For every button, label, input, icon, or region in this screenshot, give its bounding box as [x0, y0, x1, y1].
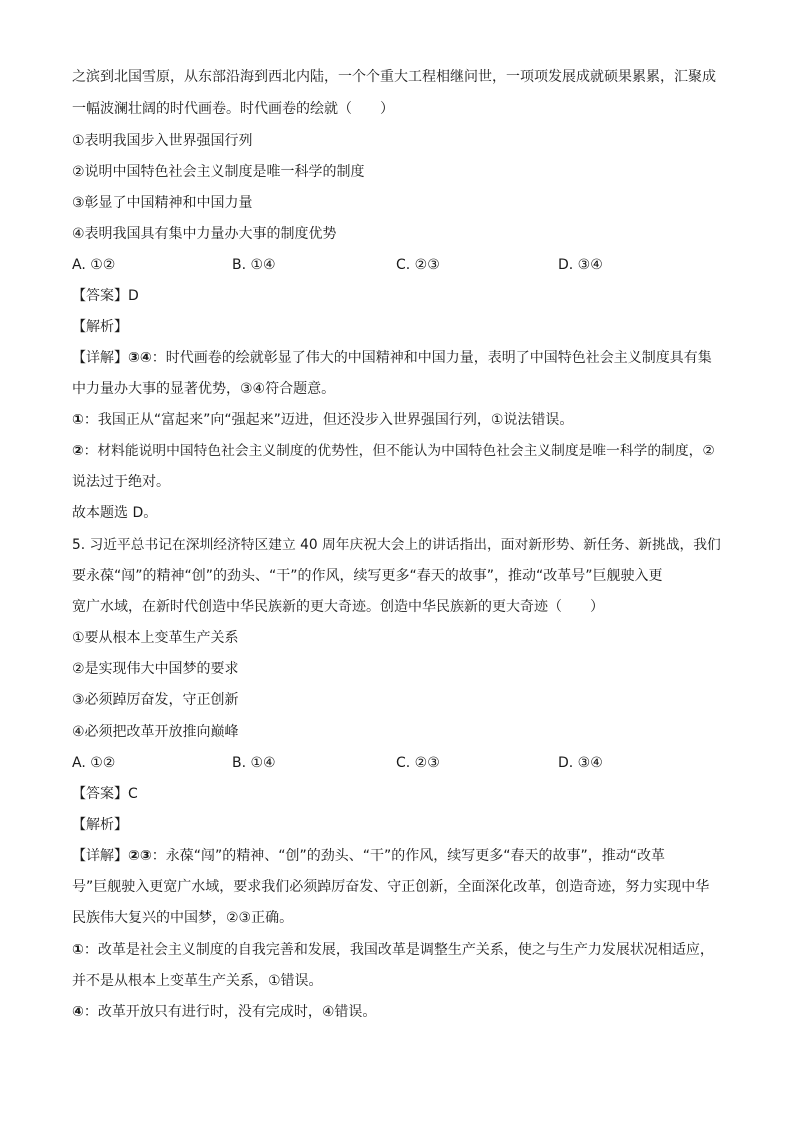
q5-detail-line-1 — [72, 846, 724, 866]
q4-conclusion: 故本题选 D。 — [72, 505, 158, 521]
q4-option-c: C. ②③ — [396, 257, 440, 273]
q4-item-3: ③彰显了中国精神和中国力量 — [72, 195, 253, 211]
q5-detail-nums: ②③ — [128, 848, 152, 864]
q4-note-1 — [72, 410, 724, 430]
q5-item-3: ③必须踔厉奋发，守正创新 — [72, 692, 239, 708]
q4-note-2-line-1 — [72, 441, 724, 461]
q4-note-1-num: ① — [72, 412, 84, 428]
q4-option-a: A. ①② — [72, 257, 116, 273]
q5-option-a: A. ①② — [72, 755, 116, 771]
q5-detail-text-1: ：永葆“闯”的精神、“创”的劲头、“干”的作风，续写更多“春天的故事”，推动“改革 — [151, 848, 665, 864]
q4-item-1: ①表明我国步入世界强国行列 — [72, 133, 253, 149]
q4-answer — [72, 286, 724, 306]
q4-detail-nums: ③④ — [128, 350, 152, 366]
q4-answer-value: D — [128, 288, 139, 304]
q5-note-4 — [72, 1002, 724, 1022]
q4-options — [72, 255, 724, 275]
q5-detail-label: 【详解】 — [72, 848, 128, 864]
q4-item-4: ④表明我国具有集中力量办大事的制度优势 — [72, 226, 337, 242]
q5-answer-label: 【答案】 — [72, 786, 128, 802]
q5-item-2: ②是实现伟大中国梦的要求 — [72, 661, 239, 677]
q5-note-1-line-2: 并不是从根本上变革生产关系，①错误。 — [72, 973, 323, 989]
q5-option-d: D. ③④ — [558, 755, 603, 771]
q4-note-2-line-2: 说法过于绝对。 — [72, 474, 170, 490]
q4-option-b: B. ①④ — [232, 257, 276, 273]
q4-detail-line-2: 中力量办大事的显著优势，③④符合题意。 — [72, 381, 336, 397]
q4-detail-line-1 — [72, 348, 724, 368]
q5-item-1: ①要从根本上变革生产关系 — [72, 630, 239, 646]
q5-note-4-text: ：改革开放只有进行时，没有完成时，④错误。 — [83, 1004, 377, 1020]
q4-stem-line-2: 一幅波澜壮阔的时代画卷。时代画卷的绘就（ ） — [72, 101, 394, 117]
q5-note-1-line-1 — [72, 940, 724, 960]
q4-item-2: ②说明中国特色社会主义制度是唯一科学的制度 — [72, 164, 365, 180]
q5-detail-line-3: 民族伟大复兴的中国梦，②③正确。 — [72, 910, 294, 926]
q4-note-2-num: ② — [72, 443, 84, 459]
q5-analysis-label: 【解析】 — [72, 817, 128, 833]
q4-detail-label: 【详解】 — [72, 350, 128, 366]
q5-answer — [72, 784, 724, 804]
q5-note-4-num: ④ — [72, 1004, 84, 1020]
q5-note-1-num: ① — [72, 942, 84, 958]
q4-detail-text-1: ：时代画卷的绘就彰显了伟大的中国精神和中国力量，表明了中国特色社会主义制度具有集 — [151, 350, 712, 366]
q5-options — [72, 753, 724, 773]
q5-option-c: C. ②③ — [396, 755, 440, 771]
q5-stem-line-3: 宽广水域，在新时代创造中华民族新的更大奇迹。创造中华民族新的更大奇迹（ ） — [72, 599, 604, 615]
q5-stem-line-1: 5. 习近平总书记在深圳经济特区建立 40 周年庆祝大会上的讲话指出，面对新形势、新任务、新挑战，我们 — [72, 537, 721, 553]
q4-analysis-label: 【解析】 — [72, 319, 128, 335]
q4-stem-line-1: 之滨到北国雪原，从东部沿海到西北内陆，一个个重大工程相继问世，一项项发展成就硕果累累，汇聚成 — [72, 69, 716, 85]
q5-note-1-text-1: ：改革是社会主义制度的自我完善和发展，我国改革是调整生产关系，使之与生产力发展状况相适应， — [83, 942, 714, 958]
q5-item-4: ④必须把改革开放推向巅峰 — [72, 724, 239, 740]
q4-option-d: D. ③④ — [558, 257, 603, 273]
q5-detail-line-2: 号”巨舰驶入更宽广水域，要求我们必须踔厉奋发、守正创新，全面深化改革，创造奇迹，努力实现中华 — [72, 879, 710, 895]
q4-answer-label: 【答案】 — [72, 288, 128, 304]
q5-option-b: B. ①④ — [232, 755, 276, 771]
q5-answer-value: C — [128, 786, 138, 802]
q4-note-1-text: ：我国正从“富起来”向“强起来”迈进，但还没步入世界强国行列，①说法错误。 — [83, 412, 574, 428]
q5-stem-line-2: 要永葆“闯”的精神“创”的劲头、“干”的作风，续写更多“春天的故事”，推动“改革号”巨舰驶入更 — [72, 568, 663, 584]
q4-note-2-text-1: ：材料能说明中国特色社会主义制度的优势性，但不能认为中国特色社会主义制度是唯一科学的制度，② — [83, 443, 715, 459]
